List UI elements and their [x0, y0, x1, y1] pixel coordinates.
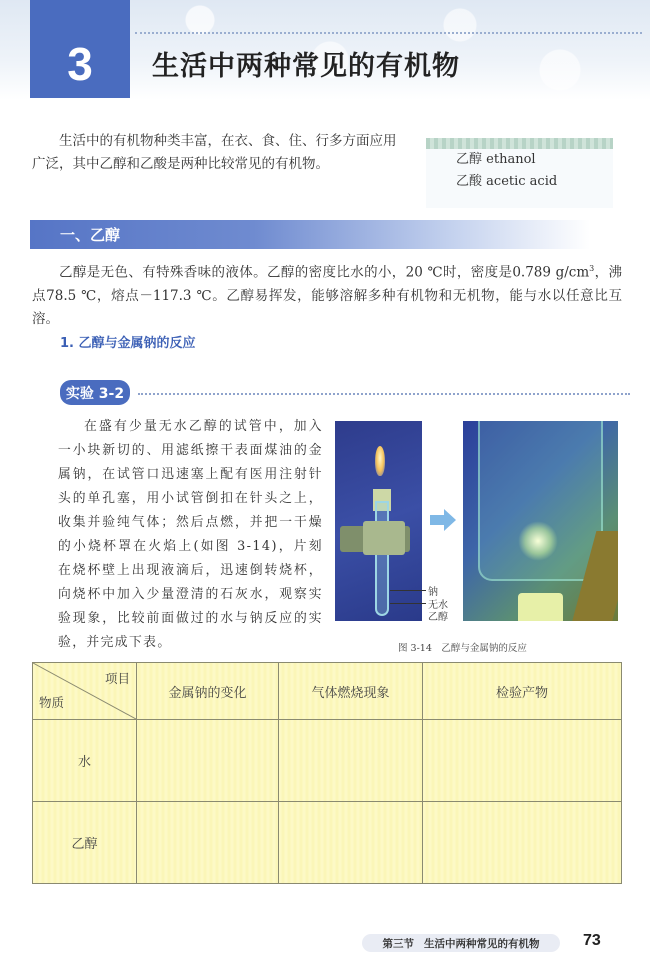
- glossary-box: [426, 138, 613, 208]
- photo-test-tube: [335, 421, 422, 621]
- glossary-item-acetic-acid: [426, 171, 613, 193]
- label-leader-line: [390, 603, 426, 604]
- glossary-term-en: acetic acid: [486, 174, 558, 189]
- label-leader-line: [390, 590, 426, 591]
- row-label: 水: [33, 720, 137, 802]
- table-row: [33, 802, 622, 884]
- experiment-text: 在盛有少量无水乙醇的试管中，加入一小块新切的、用滤纸擦干表面煤油的金属钠，在试管口迅速塞上配有医用注射针头的单孔塞，用小试管倒扣在针头之上，收集并验纯气体；然后点燃，并把一干燥的小烧杯罩在火焰上(如图 3-14)，片刻在烧杯壁上出现液滴后，迅速倒转烧杯，向烧杯中加入少量澄清的石灰水，观察实验现象，比较前面做过的水与钠反应的实验，并完成下表。: [58, 419, 323, 650]
- ethanol-paragraph: [32, 257, 622, 331]
- column-header: 检验产物: [423, 663, 622, 720]
- chapter-banner: [0, 0, 650, 100]
- paragraph-text: ，沸点78.5 ℃，熔点－117.3 ℃。乙醇易挥发，能够溶解多种有机物和无机物，能与水以任意比互溶。: [32, 264, 622, 327]
- superscript: 3: [589, 264, 595, 273]
- column-header: 气体燃烧现象: [279, 663, 423, 720]
- glossary-term-en: ethanol: [486, 152, 536, 167]
- glossary-bar: [426, 138, 613, 149]
- dotted-divider: [135, 32, 642, 34]
- footer-section-label: [362, 934, 560, 952]
- glossary-term-zh: 乙酸: [456, 174, 483, 189]
- label-ethanol: 乙醇: [428, 612, 448, 623]
- test-tube: [375, 501, 389, 616]
- photo-beaker: [463, 421, 618, 621]
- table-cell[interactable]: [279, 802, 423, 884]
- column-header: 金属钠的变化: [137, 663, 279, 720]
- dotted-divider: [138, 393, 630, 395]
- figure-caption: 图 3-14 乙醇与金属钠的反应: [398, 643, 527, 654]
- glossary-item-ethanol: [426, 149, 613, 171]
- intro-paragraph: 生活中的有机物种类丰富，在衣、食、住、行多方面应用广泛，其中乙醇和乙酸是两种比较常见的有机物。: [32, 133, 397, 172]
- clamp-pad: [363, 521, 405, 555]
- table-cell[interactable]: [279, 720, 423, 802]
- section-title: 一、乙醇: [60, 226, 121, 244]
- table-cell[interactable]: [137, 802, 279, 884]
- flame-glow: [518, 521, 558, 561]
- observation-table: [32, 662, 622, 884]
- stopper-base: [518, 593, 563, 621]
- label-sodium: 钠: [428, 587, 438, 598]
- table-header-row: [33, 663, 622, 720]
- subheading: 1. 乙醇与金属钠的反应: [60, 336, 196, 351]
- table-row: [33, 720, 622, 802]
- table-cell[interactable]: [423, 802, 622, 884]
- footer-section: 第三节: [382, 937, 414, 950]
- glossary-term-zh: 乙醇: [456, 152, 483, 167]
- experiment-tag: 实验 3-2: [60, 380, 130, 405]
- paragraph-text: 乙醇是无色、有特殊香味的液体。乙醇的密度比水的小，20 ℃时，密度是0.789 g/cm: [59, 264, 590, 281]
- arrow-right-icon: [430, 509, 456, 531]
- page-number: 73: [583, 932, 601, 949]
- section-heading-bar: [30, 220, 590, 249]
- row-label: 乙醇: [33, 802, 137, 884]
- chapter-title: 生活中两种常见的有机物: [152, 51, 460, 82]
- flame-icon: [375, 446, 385, 476]
- corner-cell: [33, 663, 137, 720]
- table-cell[interactable]: [423, 720, 622, 802]
- table-cell[interactable]: [137, 720, 279, 802]
- label-anhydrous: 无水: [428, 600, 448, 611]
- footer-title: 生活中两种常见的有机物: [424, 937, 540, 950]
- corner-bottom-label: 物质: [39, 695, 65, 710]
- corner-top-label: 项目: [104, 671, 130, 686]
- chapter-number-box: [30, 0, 130, 98]
- chapter-number: 3: [67, 38, 93, 90]
